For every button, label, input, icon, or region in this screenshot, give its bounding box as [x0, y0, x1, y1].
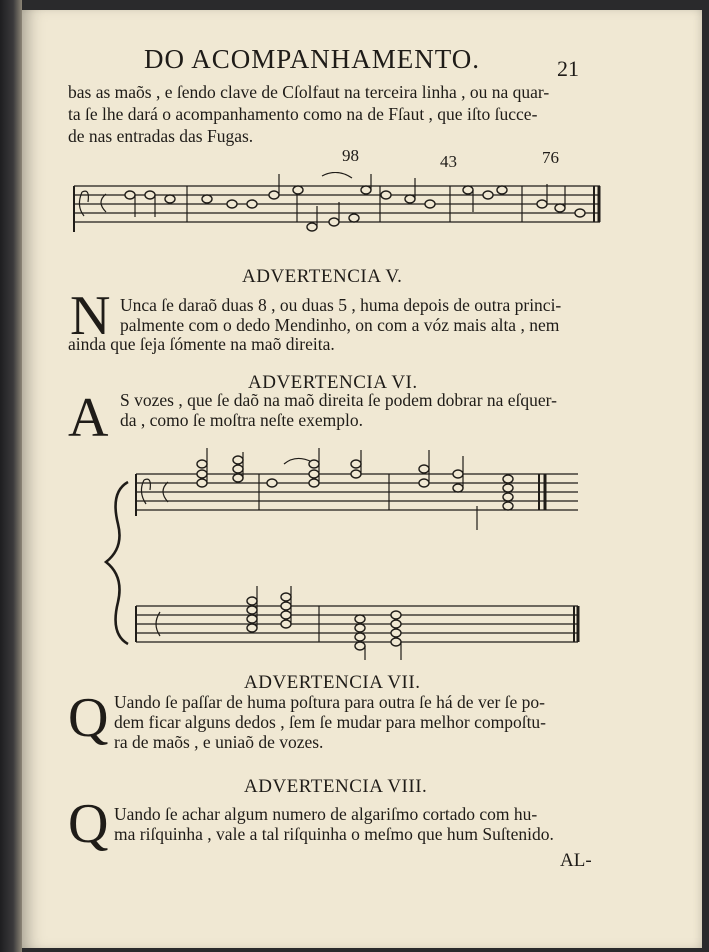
section-heading: ADVERTENCIA V. — [242, 266, 403, 287]
intro-line: ta ſe lhe dará o acompanhamento como na de Fſaut , que iſto ſucce- — [68, 104, 538, 124]
intro-line: bas as maõs , e ſendo clave de Cſolfaut na terceira linha , ou na quar- — [68, 82, 550, 102]
section-line: ainda que ſeja ſómente na maõ direita. — [68, 334, 335, 354]
intro-line: de nas entradas das Fugas. — [68, 126, 254, 146]
music-staff-treble — [134, 446, 580, 532]
page-title: DO ACOMPANHAMENTO. — [144, 44, 481, 74]
section-line: ma riſquinha , vale a tal riſquinha o meſmo que hum Suſtenido. — [114, 824, 554, 844]
section-line: ra de maõs , e uniaõ de vozes. — [114, 732, 324, 752]
drop-cap: Q — [68, 793, 109, 855]
section-line: Uando ſe achar algum numero de algariſmo cortado com hu- — [114, 804, 538, 824]
section-line: S vozes , que ſe daõ na maõ direita ſe podem dobrar na eſquer- — [120, 390, 557, 410]
book-page — [22, 10, 702, 948]
section-line: Uando ſe paſſar de huma poſtura para outra ſe há de ver ſe po- — [114, 692, 545, 712]
book-spine — [0, 0, 22, 952]
section-line: da , como ſe moſtra neſte exemplo. — [120, 410, 363, 430]
music-staff-bass — [134, 584, 580, 660]
section-heading: ADVERTENCIA VII. — [244, 672, 421, 693]
section-heading: ADVERTENCIA VI. — [248, 372, 418, 393]
catchword: AL- — [560, 850, 592, 871]
figured-bass-number: 98 — [342, 146, 359, 165]
figured-bass-number: 43 — [440, 152, 457, 171]
section-line: dem ficar alguns dedos , ſem ſe mudar para melhor compoſtu- — [114, 712, 547, 732]
page-number: 21 — [557, 56, 579, 81]
drop-cap: N — [70, 285, 111, 347]
drop-cap: A — [68, 387, 109, 449]
music-staff-example-1 — [72, 172, 602, 244]
music-brace — [102, 478, 132, 648]
section-line: palmente com o dedo Mendinho, on com a vóz mais alta , nem — [120, 315, 560, 335]
section-heading: ADVERTENCIA VIII. — [244, 776, 428, 797]
section-line: Unca ſe daraõ duas 8 , ou duas 5 , huma depois de outra princi- — [120, 295, 562, 315]
figured-bass-number: 76 — [542, 148, 559, 167]
drop-cap: Q — [68, 687, 109, 749]
